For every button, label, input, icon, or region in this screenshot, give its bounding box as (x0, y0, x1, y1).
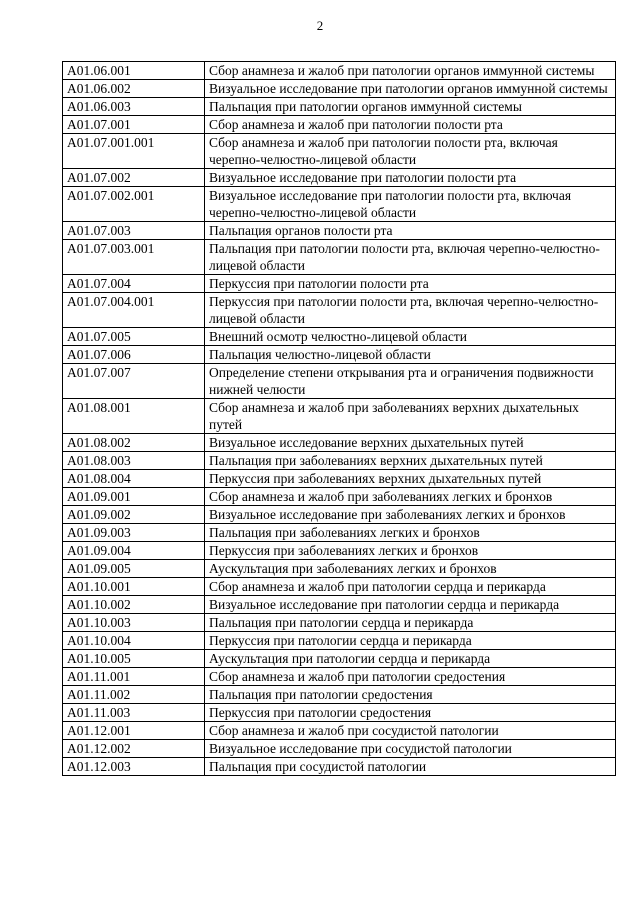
table-row (63, 596, 616, 614)
table-row (63, 452, 616, 470)
procedure-code-cell: A01.09.005 (63, 560, 205, 578)
procedure-code-cell: A01.12.002 (63, 740, 205, 758)
procedure-code-cell: A01.12.001 (63, 722, 205, 740)
table-row (63, 704, 616, 722)
table-row (63, 116, 616, 134)
procedure-description-cell: Пальпация при патологии органов иммунной системы (205, 98, 616, 116)
page-number: 2 (316, 18, 324, 33)
procedure-code-cell: A01.06.001 (63, 62, 205, 80)
procedure-description-cell: Пальпация при патологии средостения (205, 686, 616, 704)
table-row (63, 134, 616, 169)
procedure-code-cell: A01.07.001 (63, 116, 205, 134)
table-row (63, 98, 616, 116)
procedure-code-cell: A01.07.006 (63, 346, 205, 364)
table-row (63, 578, 616, 596)
table-row (63, 364, 616, 399)
procedure-code-cell: A01.06.002 (63, 80, 205, 98)
procedure-code-cell: A01.07.007 (63, 364, 205, 399)
procedure-description-cell: Пальпация при заболеваниях легких и бронхов (205, 524, 616, 542)
procedure-code-cell: A01.07.005 (63, 328, 205, 346)
procedure-code-cell: A01.07.003 (63, 222, 205, 240)
procedure-description-cell: Аускультация при заболеваниях легких и бронхов (205, 560, 616, 578)
procedure-code-cell: A01.08.002 (63, 434, 205, 452)
procedure-description-cell: Визуальное исследование при патологии полости рта, включая черепно-челюстно-лицевой области (205, 187, 616, 222)
procedure-code-cell: A01.10.003 (63, 614, 205, 632)
procedure-code-cell: A01.09.002 (63, 506, 205, 524)
procedure-code-cell: A01.10.002 (63, 596, 205, 614)
procedure-description-cell: Сбор анамнеза и жалоб при сосудистой патологии (205, 722, 616, 740)
procedure-description-cell: Сбор анамнеза и жалоб при патологии полости рта (205, 116, 616, 134)
procedure-code-cell: A01.08.003 (63, 452, 205, 470)
table-row (63, 399, 616, 434)
procedure-description-cell: Визуальное исследование при сосудистой патологии (205, 740, 616, 758)
procedure-code-cell: A01.08.004 (63, 470, 205, 488)
procedure-description-cell: Визуальное исследование верхних дыхательных путей (205, 434, 616, 452)
procedure-code-cell: A01.07.002.001 (63, 187, 205, 222)
procedure-description-cell: Пальпация при сосудистой патологии (205, 758, 616, 776)
procedure-description-cell: Перкуссия при патологии полости рта, включая черепно-челюстно-лицевой области (205, 293, 616, 328)
procedure-description-cell: Сбор анамнеза и жалоб при патологии сердца и перикарда (205, 578, 616, 596)
table-row (63, 328, 616, 346)
procedure-description-cell: Пальпация при патологии сердца и перикарда (205, 614, 616, 632)
procedure-description-cell: Визуальное исследование при патологии органов иммунной системы (205, 80, 616, 98)
table-row (63, 758, 616, 776)
procedure-code-cell: A01.10.001 (63, 578, 205, 596)
table-row (63, 187, 616, 222)
procedure-description-cell: Пальпация при патологии полости рта, включая черепно-челюстно-лицевой области (205, 240, 616, 275)
table-row (63, 434, 616, 452)
procedure-codes-table (62, 61, 616, 776)
procedure-description-cell: Сбор анамнеза и жалоб при патологии средостения (205, 668, 616, 686)
procedure-description-cell: Пальпация органов полости рта (205, 222, 616, 240)
procedure-description-cell: Визуальное исследование при заболеваниях легких и бронхов (205, 506, 616, 524)
table-row (63, 240, 616, 275)
table-row (63, 722, 616, 740)
procedure-description-cell: Сбор анамнеза и жалоб при патологии органов иммунной системы (205, 62, 616, 80)
procedure-description-cell: Перкуссия при патологии средостения (205, 704, 616, 722)
table-row (63, 560, 616, 578)
table-row (63, 222, 616, 240)
table-row (63, 62, 616, 80)
procedure-code-cell: A01.09.003 (63, 524, 205, 542)
procedure-code-cell: A01.07.002 (63, 169, 205, 187)
table-row (63, 169, 616, 187)
table-row (63, 740, 616, 758)
procedure-code-cell: A01.08.001 (63, 399, 205, 434)
table-row (63, 524, 616, 542)
procedure-code-cell: A01.07.001.001 (63, 134, 205, 169)
procedure-description-cell: Перкуссия при заболеваниях легких и бронхов (205, 542, 616, 560)
procedure-code-cell: A01.12.003 (63, 758, 205, 776)
procedure-code-cell: A01.07.003.001 (63, 240, 205, 275)
procedure-description-cell: Сбор анамнеза и жалоб при заболеваниях верхних дыхательных путей (205, 399, 616, 434)
procedure-description-cell: Аускультация при патологии сердца и перикарда (205, 650, 616, 668)
procedure-description-cell: Пальпация челюстно-лицевой области (205, 346, 616, 364)
table-row (63, 346, 616, 364)
procedure-code-cell: A01.07.004 (63, 275, 205, 293)
procedure-description-cell: Перкуссия при заболеваниях верхних дыхательных путей (205, 470, 616, 488)
procedure-description-cell: Пальпация при заболеваниях верхних дыхательных путей (205, 452, 616, 470)
table-row (63, 293, 616, 328)
procedure-description-cell: Внешний осмотр челюстно-лицевой области (205, 328, 616, 346)
table-row (63, 632, 616, 650)
procedure-code-cell: A01.10.004 (63, 632, 205, 650)
table-row (63, 488, 616, 506)
procedure-description-cell: Сбор анамнеза и жалоб при патологии полости рта, включая черепно-челюстно-лицевой области (205, 134, 616, 169)
procedure-code-cell: A01.11.001 (63, 668, 205, 686)
procedure-code-cell: A01.10.005 (63, 650, 205, 668)
procedure-code-cell: A01.06.003 (63, 98, 205, 116)
procedure-code-cell: A01.09.001 (63, 488, 205, 506)
procedure-description-cell: Перкуссия при патологии полости рта (205, 275, 616, 293)
procedure-description-cell: Визуальное исследование при патологии сердца и перикарда (205, 596, 616, 614)
table-row (63, 506, 616, 524)
table-row (63, 668, 616, 686)
procedure-code-cell: A01.11.003 (63, 704, 205, 722)
procedure-description-cell: Определение степени открывания рта и ограничения подвижности нижней челюсти (205, 364, 616, 399)
procedure-description-cell: Перкуссия при патологии сердца и перикарда (205, 632, 616, 650)
procedure-code-cell: A01.11.002 (63, 686, 205, 704)
procedure-code-cell: A01.09.004 (63, 542, 205, 560)
procedure-code-cell: A01.07.004.001 (63, 293, 205, 328)
table-row (63, 614, 616, 632)
procedure-description-cell: Визуальное исследование при патологии полости рта (205, 169, 616, 187)
table-row (63, 470, 616, 488)
table-row (63, 686, 616, 704)
table-row (63, 275, 616, 293)
table-row (63, 80, 616, 98)
table-row (63, 542, 616, 560)
table-row (63, 650, 616, 668)
procedure-codes-body (63, 62, 616, 776)
procedure-description-cell: Сбор анамнеза и жалоб при заболеваниях легких и бронхов (205, 488, 616, 506)
